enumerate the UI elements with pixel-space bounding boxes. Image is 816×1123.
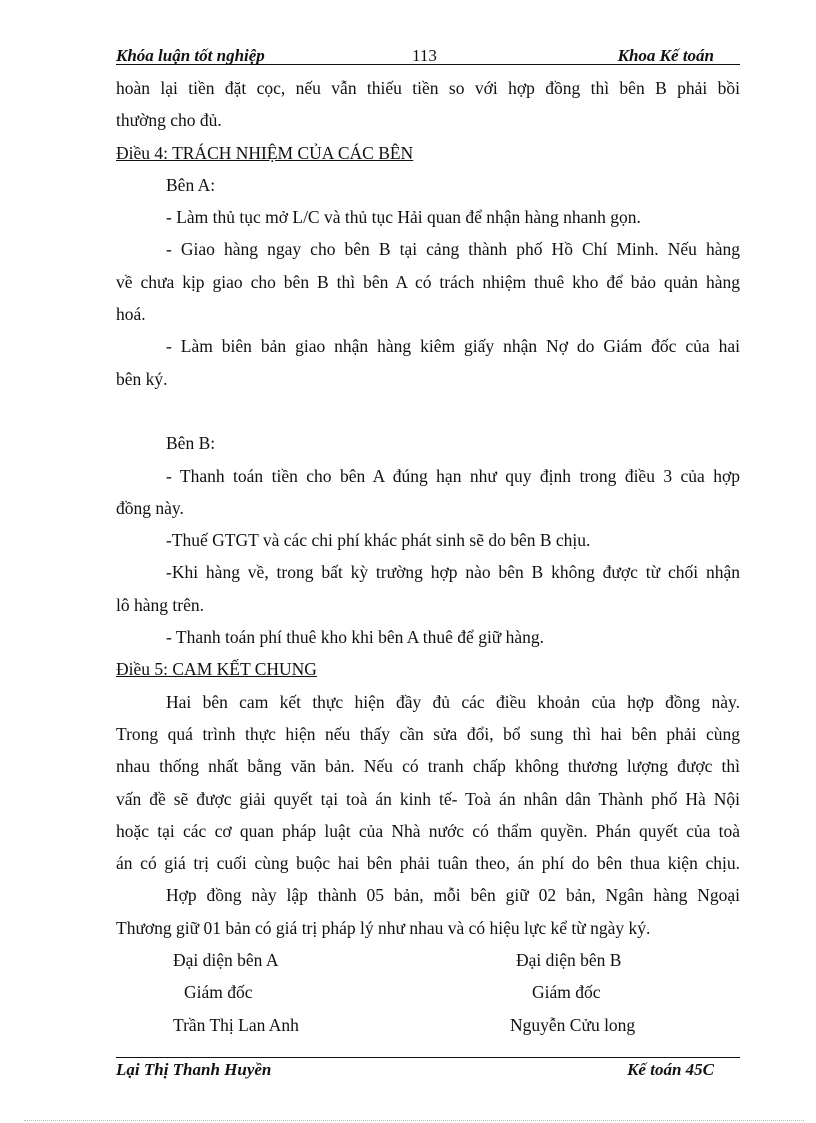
rep-a-name: Trần Thị Lan Anh	[173, 1014, 299, 1035]
text-line: thường cho đủ.	[116, 110, 222, 131]
footer-class: Kế toán 45C	[627, 1060, 714, 1079]
rep-a-title: Giám đốc	[184, 982, 253, 1003]
text-line: Thương giữ 01 bản có giá trị pháp lý như nhau và có hiệu lực kể từ ngày ký.	[116, 917, 651, 938]
article-5-heading: Điều 5: CAM KẾT CHUNG	[116, 659, 317, 680]
page-edge-divider	[24, 1120, 804, 1121]
header-divider	[116, 64, 740, 65]
footer-author: Lại Thị Thanh Huyền	[116, 1060, 272, 1079]
header-thesis-title: Khóa luận tốt nghiệp	[116, 46, 265, 65]
party-b-duty-4: - Thanh toán phí thuê kho khi bên A thuê để giữ hàng.	[166, 627, 545, 648]
text-line: lô hàng trên.	[116, 594, 204, 615]
commitment-paragraph: Hai bên cam kết thực hiện đầy đủ các điều khoản của hợp đồng này.	[166, 691, 740, 712]
text-line: án có giá trị cuối cùng buộc hai bên phải tuân theo, án phí do bên thua kiện chịu.	[116, 853, 740, 874]
party-b-duty-1: - Thanh toán tiền cho bên A đúng hạn như quy định trong điều 3 của hợp	[166, 465, 740, 486]
signature-representative-row	[116, 944, 740, 976]
text-line: hoặc tại các cơ quan pháp luật của Nhà nước có thẩm quyền. Phán quyết của toà	[116, 820, 740, 841]
page-footer	[116, 1060, 740, 1082]
party-a-label: Bên A:	[166, 174, 216, 195]
header-faculty: Khoa Kế toán	[617, 46, 714, 65]
signature-title-row	[116, 976, 740, 1008]
rep-b-name: Nguyễn Cửu long	[510, 1014, 636, 1035]
text-line: hoá.	[116, 304, 146, 325]
text-line: nhau thống nhất bằng văn bản. Nếu có tranh chấp không thương lượng được thì	[116, 756, 740, 777]
party-b-label: Bên B:	[166, 433, 216, 454]
document-body	[116, 72, 740, 1041]
rep-a-label: Đại diện bên A	[173, 950, 279, 971]
text-line: đồng này.	[116, 497, 184, 518]
article-4-heading: Điều 4: TRÁCH NHIỆM CỦA CÁC BÊN	[116, 142, 414, 163]
rep-b-label: Đại diện bên B	[516, 950, 622, 971]
blank-line	[116, 395, 740, 427]
rep-b-title: Giám đốc	[532, 982, 601, 1003]
text-line: vấn đề sẽ được giải quyết tại toà án kinh tế- Toà án nhân dân Thành phố Hà Nội	[116, 788, 740, 809]
text-line: bên ký.	[116, 368, 168, 389]
text-line: về chưa kịp giao cho bên B thì bên A có trách nhiệm thuê kho để bảo quản hàng	[116, 271, 740, 292]
party-a-duty-2: - Giao hàng ngay cho bên B tại cảng thành phố Hồ Chí Minh. Nếu hàng	[166, 239, 740, 260]
copies-paragraph: Hợp đồng này lập thành 05 bản, mỗi bên giữ 02 bản, Ngân hàng Ngoại	[166, 885, 740, 906]
text-line: hoàn lại tiền đặt cọc, nếu vẫn thiếu tiền so với hợp đồng thì bên B phải bồi	[116, 78, 740, 98]
party-a-duty-1: - Làm thủ tục mở L/C và thủ tục Hải quan để nhận hàng nhanh gọn.	[166, 207, 641, 228]
signature-name-row	[116, 1009, 740, 1041]
party-b-duty-3: -Khi hàng về, trong bất kỳ trường hợp nào bên B không được từ chối nhận	[166, 562, 740, 583]
text-line: Trong quá trình thực hiện nếu thấy cần sửa đổi, bổ sung thì hai bên phải cùng	[116, 723, 740, 744]
page-number: 113	[412, 46, 437, 65]
party-b-duty-2: -Thuế GTGT và các chi phí khác phát sinh sẽ do bên B chịu.	[166, 530, 591, 551]
party-a-duty-3: - Làm biên bản giao nhận hàng kiêm giấy nhận Nợ do Giám đốc của hai	[166, 336, 740, 357]
footer-divider	[116, 1057, 740, 1058]
